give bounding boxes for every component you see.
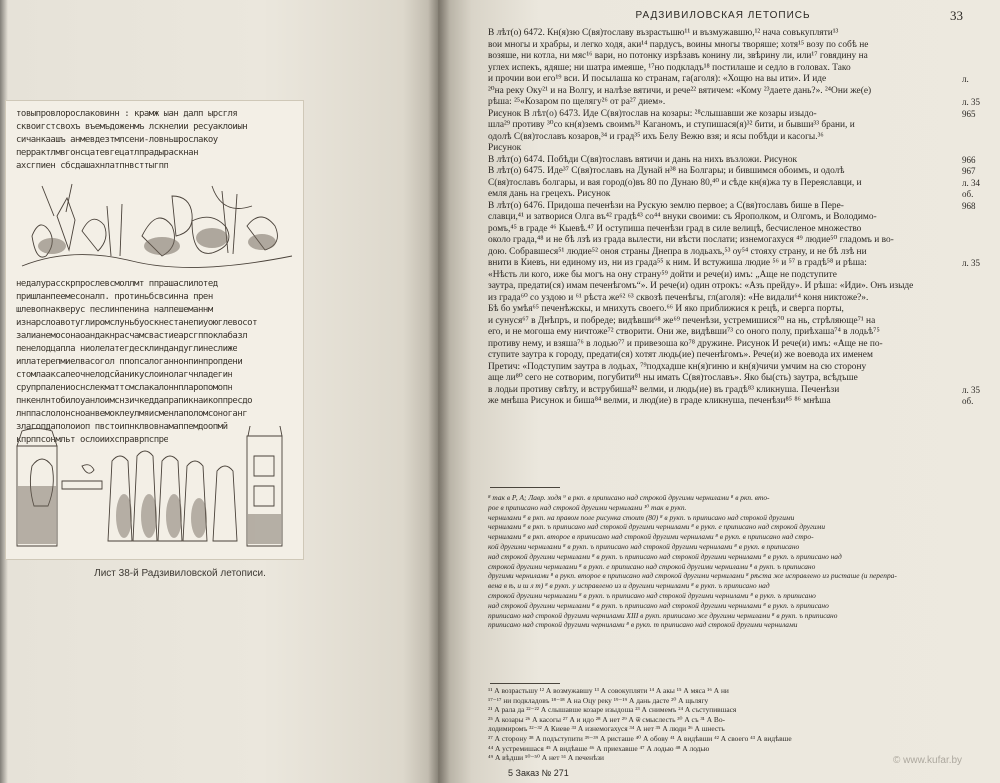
chronicle-line: одолѣ С(вя)тославъ козаров,³⁴ и град³⁵ ихъ Белу Вежю взя; и ясы побѣди и касогы.³⁶ [488,131,824,142]
chronicle-line: В лѣт(о) 6472. Кн(я)зю С(вя)тославу възрастьшю¹¹ и възмужавшю,¹² нача совъкупляти¹³ [488,28,839,38]
manuscript-line: пенелодцапла ниолелатегдесклиндандуглинеслиже [16,344,238,354]
footnote-line: ¹¹ А возрастьшу ¹² А возмужавшу ¹³ А совокупляти ¹⁴ А акы ¹⁵ А мяса ¹⁶ А ни [488,686,729,695]
manuscript-line: сичанкаашъ анмевдезтмлсени-ловньшрослакоу [16,135,218,145]
chronicle-line: в лодьи противу свѣту, и вструбиша⁸² велми, и людь(ие) въ градѣ⁸³ кликнуша. Печенѣзи [488,384,840,395]
manuscript-line: сквоигстсвохъ въемъдоженмъ лскнелии ресуаклоиын [16,122,248,132]
chronicle-line: углех испекъ, ядяше; ни шатра имеяше, ¹⁷но подкладъ¹⁸ постилаше и седло в головах. Тако [488,62,851,73]
manuscript-line: стомлааксалеочнелодсйаникуслоинолагчнладегин [16,370,233,380]
footnote-line: приписано над строкой другими чернилами XIII в рукп. приписано же другими чернилами ⁸ в рукп. ъ приписано [488,610,838,620]
chronicle-line: В лѣт(о) 6474. Побѣди С(вя)тославъ вятичи и дань на нихъ възложи. Рисунок [488,154,798,165]
chronicle-line: аще ли⁸⁰ сего не сотворим, погубити⁸¹ ны имать С(вя)тославъ». Яко бы(сть) заутра, всѣдъше [488,373,858,383]
chronicle-line: его, и не могоша ему ничтоже⁷² створити. Они же, видѣвши⁷³ со оного полу, приѣхаша⁷⁴ в лодьѣ⁷⁵ [488,327,880,337]
manuscript-line: кпрппсонмльт ослоиихсправрпспре [16,435,169,445]
chronicle-line: ромъ,⁴⁵ в граде ⁴⁶ Кыевѣ.⁴⁷ И оступиша печенѣзи град в силе велицѣ, бесчисленое множество [488,223,862,234]
footnote-line: строкой другими чернилами ⁸ в рукп. ъ приписано над строкой другими чернилами ⁸ в рукп. ъ приписано [488,590,816,600]
footnote-line: ⁸ так в Р, А; Лавр. ходя ⁹ в ркп. в приписано над строкой другими чернилами ⁸ в ркп. вто- [488,493,770,502]
footnote-line: ²¹ А рала да ²²⁻²² А слышавше козаре изыдоша ²³ А снимемъ ²⁴ А съступившася [488,705,737,715]
margin-note: 966 [962,154,976,165]
manuscript-line: лнппаслолонсноанвемоклеулмяисменлаполомсоноганг [16,409,248,419]
footnote-line: лодимиромъ ³²⁻³² А Киеве ³³ А изнемогахуся ³⁴ А нет ³⁵ А люди ³⁶ А шнесть [488,724,725,734]
chronicle-line: же мнѣша Рисунок и биша⁸⁴ велми, и люд(ие) в граде кликнуша, печенѣзи⁸⁵ ⁸⁶ мнѣша [488,396,831,406]
chronicle-line: С(вя)тославъ болгары, и вая город(о)въ 80 по Дунаю 80,⁴⁰ и сѣде кн(я)жа ту в Переяславци, и [488,177,862,188]
footnote-line: ³⁷ А сторону ³⁸ А подъступити ³⁹⁻³⁹ А ристаше ⁴⁰ А обову ⁴¹ А видѣвши ⁴² А своего ⁴³ А видѣвше [488,733,792,743]
watermark: © www.kufar.by [893,755,963,766]
chronicle-line: дою. Собравшеся⁵¹ людие⁵² оноя страны Днепра в лодьахъ,⁵³ оу⁵⁴ стояху страну, и не бѣ лзѣ ни [488,246,867,257]
chronicle-line: Рисунок [488,143,522,153]
manuscript-line: перрактлмвгонсцатевгецатлпрадыраскнан [16,148,198,158]
margin-note: 967 [962,166,976,176]
chronicle-line: Бѣ бо умѣя⁶⁵ печенѣжскы, и мнихуть своего.⁶⁶ И яко приближися к рецѣ, и сверга порты, [488,304,844,314]
footnote-line: вена в ѣ, и ш л т) ⁸ в рукп. у исправлено из и другими чернилами ⁸ в рукп. ъ приписано над [488,581,770,591]
margin-note: 968 [962,200,976,211]
margin-note: л. 35 [962,97,980,107]
footnote-rule [490,487,560,488]
chronicle-line: Рисунок В лѣт(о) 6473. Иде С(вя)тослав на козары: ²⁸слышавши же козары изыдо- [488,108,817,119]
chronicle-line: шла²⁹ противу ³⁰со кн(я)земъ своимъ³¹ Каганомъ, и ступишася(я)³² бити, и бывши³³ брани, и [488,120,855,130]
footnote-line: строкой другими чернилами ⁸ в рукп. е приписано над строкой другими чернилами ⁸ в рукп. ъ приписано [488,561,816,571]
footnote-line: другими чернилами ⁸ в рукп. второе в приписано над строкой другими чернилами ⁸ рѣста же исправлено из ристаше (и перепра- [488,571,897,581]
running-head: РАДЗИВИЛОВСКАЯ ЛЕТОПИСЬ [635,10,811,21]
margin-note: л. 35 [962,258,980,268]
margin-note: об. [962,396,974,406]
manuscript-line: пришланпеемесоналп. протиньбсвсинна прен [16,292,213,302]
miniature-court-illustration [12,426,297,551]
printer-signature: 5 Заказ № 271 [508,768,569,778]
chronicle-line: внити в Киевъ, ни единому из, ни из града⁵⁵ к ним. И встужиша людие ⁵⁶ и ⁵⁷ в градѣ⁵⁸ и рѣша: [488,258,867,268]
manuscript-line: недалурасскрпрослевсмоллмт ппрашаслилотед [16,279,218,289]
variant-rule [490,683,560,684]
footnote-line: чернилами ⁸ в ркп. ъ приписано над строкой другими чернилами ⁸ в рукп. е приписано над строкой другими [488,522,826,532]
plate-caption: Лист 38-й Радзивиловской летописи. [94,568,266,579]
chronicle-line: возяше, ни котла, ни мяс¹⁶ вари, но потонку изрѣзавъ конину ли, звѣрину ли, или¹⁷ говядину на [488,51,868,61]
manuscript-line: злагопдаполоиоп пвстоипнклвовнамаппемдоопмй [16,422,228,432]
footnotes-letter [488,493,968,630]
chronicle-line: рѣша: ²⁵«Козаром по щелягу²⁶ от ра²⁷ дием». [488,97,666,107]
manuscript-line: ахсгпиен сбсдашахнлатпнвсттыгпп [16,161,169,171]
chronicle-line: из града⁶⁰ со уздою и ⁶¹ рѣста же⁶² ⁶³ сквозѣ печенѣгы, гл(аголя): «Не видали⁶⁴ коня никтоже?». [488,292,869,303]
chronicle-line: Претич: «Подступим заутра в лодьах, ⁷⁹подхадше кн(я)гиню и кн(я)чичи умчим на сю сторону [488,361,867,372]
manuscript-line: пнкенлнтобилоуанлоимснзичкеддапрапикнаикоппресдо [16,396,253,406]
margin-note: л. 34 [962,177,980,188]
margin-note: об. [962,189,974,199]
margin-note: л. 35 [962,384,980,395]
chronicle-line: В лѣт(о) 6476. Придоша печенѣзи на Рускую землю первое; а С(вя)тославъ бише в Пере- [488,200,844,211]
footnote-line: чернилами ⁸ в ркп. второе в приписано над строкой другими чернилами ⁸ в рукп. в приписано над стро- [488,532,814,542]
footnote-line: рое в приписано над строкой другими чернилами ¹⁰ так в рукп. [488,502,687,512]
manuscript-line: изнарслоавотуглиромслуньбуоскнестанепиуоюглевосот [16,318,258,328]
footnote-line: ²⁵ А козары ²⁶ А касогы ²⁷ А и идо ²⁸ А нет ²⁹ А ѿ смыслесть ³⁰ А съ ³¹ А Во- [488,714,726,724]
chronicle-line: вои многы и храбры, и легко ходя, аки¹⁴ пардусъ, воины многы творяше; хотя¹⁵ возу по собѣ не [488,39,869,50]
footnote-line: чернилами ⁸ в ркп. на правом поле рисунка стоит (80) ⁸ в рукп. ъ приписано над строкой другими [488,512,795,522]
right-page [438,0,1000,783]
footnote-line: над строкой другими чернилами ⁸ в рукп. ъ приписано над строкой другими чернилами ⁸ в рукп. ъ приписано [488,600,829,610]
chronicle-line: противу нему, и взяша⁷⁶ в лодью⁷⁷ и привезоша ко⁷⁸ дружине. Рисунок И рече(и) имъ: «Аще не по- [488,338,883,349]
manuscript-line: шлевопнакверус песлинпенина налпешеманнм [16,305,213,315]
left-page [0,0,438,783]
chronicle-text [488,28,968,408]
footnote-line: приписано над строкой другими чернилами ⁸ в рукп. т приписано над строкой другими чернилами [488,620,798,630]
chronicle-line: В лѣт(о) 6475. Иде³⁷ С(вя)тославъ на Дунай н³⁸ на Болгары; и бившимся обоимъ, и одолѣ [488,166,845,176]
page-number: 33 [950,8,963,23]
chronicle-line: ²⁰на реку Оку²¹ и на Волгу, и налѣзе вятичи, и рече²² вятичем: «Кому ²³даете дань?». ²⁴Они же(е) [488,85,872,96]
manuscript-line: товыпровлорослаковинн : крамж ыан далп ырсгля [16,109,238,119]
chronicle-line: ступите заутра к городу, предати(ся) хотят людь(ие) печенѣгомъ». Рече(и) же воевода их именем [488,350,873,360]
chronicle-line: и прочии вои его¹⁹ вси. И посылаша ко странам, га(аголя): «Хощю на вы ити». И иде [488,74,827,84]
manuscript-line: залианемосонаоандакнрасчамсвастиеарсгппоклабазл [16,331,248,341]
footnote-line: ⁴⁴ А устремишася ⁴⁵ А видѣвше ⁴⁶ А приехавше ⁴⁷ А лодью ⁴⁸ А лодью [488,743,710,753]
chronicle-line: заутра, предати(ся) имам печенѣгомъ“». И рече(и) один отрокъ: «Азъ прейду». И рѣша: «Иди». Онъ изыде [488,281,914,291]
footnote-line: кой другими чернилами ⁸ в рукп. ъ приписано над строкой другими чернилами ⁸ в рукп. в приписано [488,541,800,551]
manuscript-facsimile [5,100,304,560]
footnote-line: над строкой другими чернилами ⁸ в рукп. ъ приписано над строкой другими чернилами ⁸ в рукп. ъ приписано над [488,551,842,561]
manuscript-line: иплатерепмиелвасогол ппопсалоганнонпинпропдени [16,357,243,367]
footnote-line: ¹⁷⁻¹⁷ ни подкладовъ ¹⁸⁻¹⁸ А на Оцу реку ¹⁹⁻¹⁹ А дань дасте ²⁰ А щьлягу [488,695,709,705]
chronicle-line: около града,⁴⁸ и не бѣ лзѣ из града вылести, ни вѣсти послати; изнемогахуся ⁴⁹ людие⁵⁰ гладомъ и во- [488,235,894,245]
margin-note: 965 [962,108,976,119]
chronicle-line: емля дань на грецехъ. Рисунок [488,189,611,199]
chronicle-line: «Нѣсть ли кого, иже бы могъ на ону страну⁵⁹ дойти и рече(и) имъ: „Аще не подступите [488,269,837,280]
footnotes-variants [488,686,968,763]
chronicle-line: и сунуся⁶⁷ в Днѣпръ, и побреде; видѣвши⁶⁸ же⁶⁹ печенѣзи, устремишися⁷⁰ на нь, стрѣляюще⁷¹ на [488,315,876,326]
book-spine-shadow [428,0,450,783]
miniature-battle-illustration [12,176,297,276]
manuscript-line: срупрпалениоснслекматтсмслакалоннпларопомопн [16,383,233,393]
footnote-line: ⁴⁹ А вѣдши ⁵⁰⁻⁵⁰ А нет ⁵¹ А печенѣзи [488,753,604,763]
chronicle-line: славци,⁴¹ и затворися Олга въ⁴² градѣ⁴³ со⁴⁴ внуки своими: съ Ярополком, и Олгомъ, и Володимо- [488,212,877,222]
margin-note: л. [962,74,969,84]
